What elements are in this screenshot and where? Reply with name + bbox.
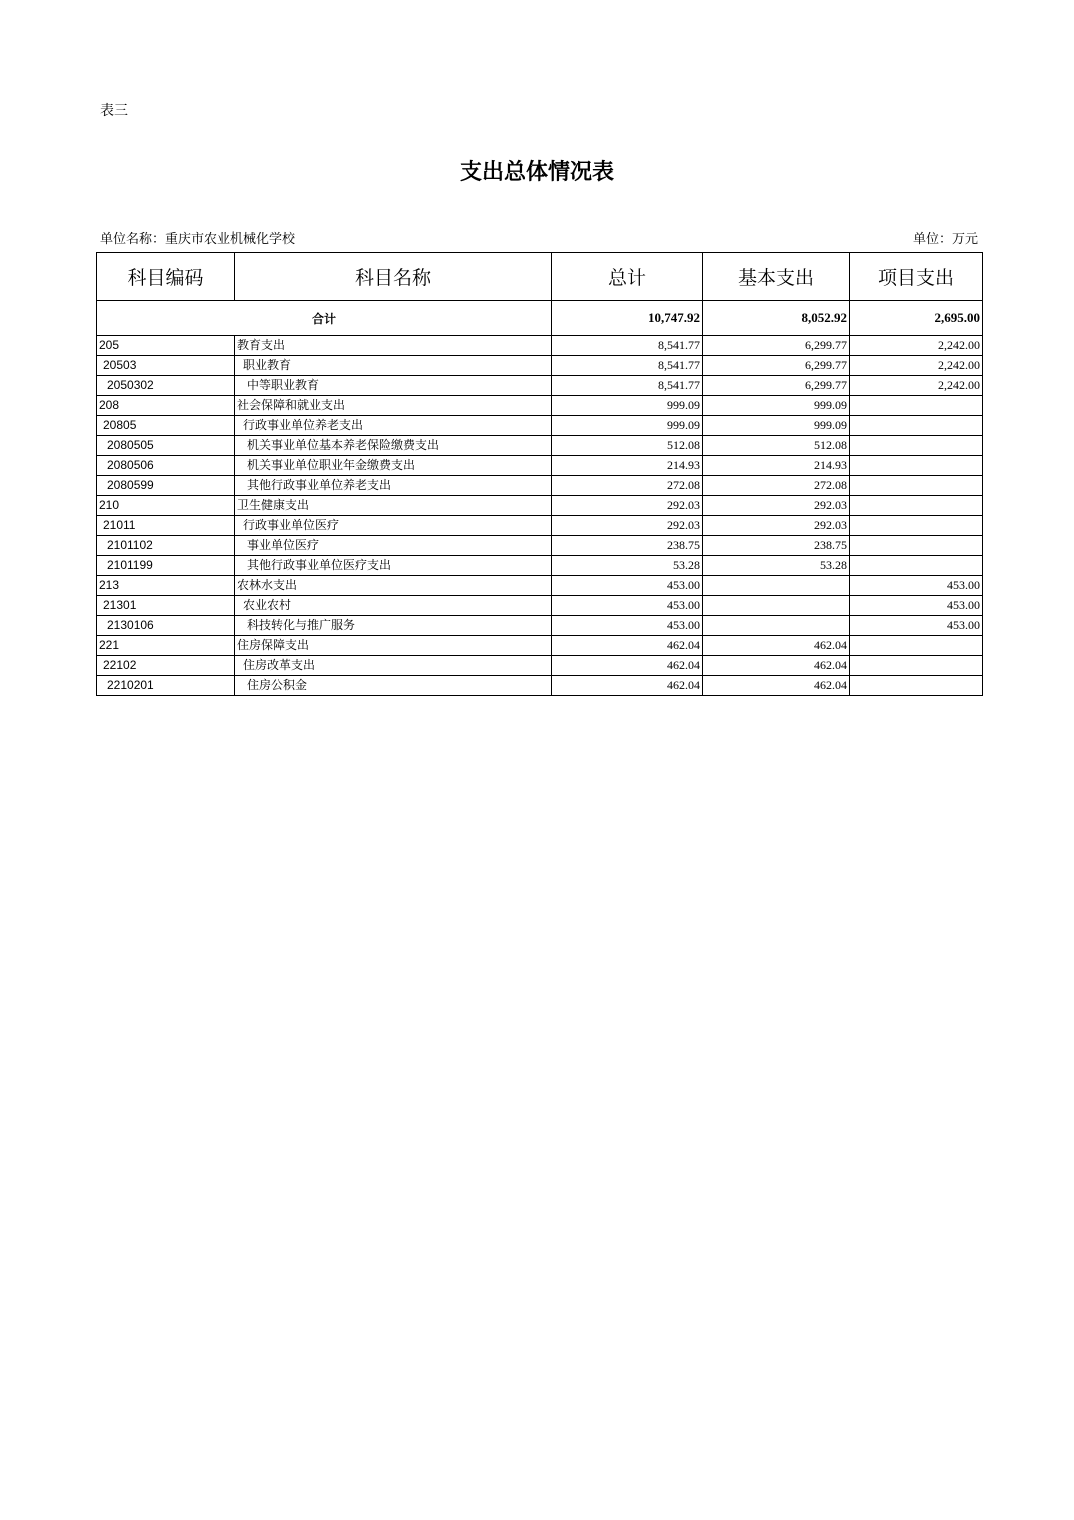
table-row: [97, 636, 983, 656]
table-row: [97, 456, 983, 476]
row-basic: [703, 616, 850, 636]
total-basic: 8,052.92: [703, 301, 850, 336]
row-project: [850, 476, 983, 496]
row-code: 2130106: [97, 616, 235, 636]
row-basic: 214.93: [703, 456, 850, 476]
row-code: 20503: [97, 356, 235, 376]
table-row: [97, 616, 983, 636]
row-code: 221: [97, 636, 235, 656]
row-basic: 238.75: [703, 536, 850, 556]
row-project: 453.00: [850, 616, 983, 636]
row-name: 机关事业单位职业年金缴费支出: [235, 456, 552, 476]
header-name: 科目名称: [235, 253, 552, 301]
row-code: 2210201: [97, 676, 235, 696]
table-row: [97, 336, 983, 356]
table-row: [97, 536, 983, 556]
row-project: [850, 516, 983, 536]
row-code: 2050302: [97, 376, 235, 396]
row-name: 其他行政事业单位医疗支出: [235, 556, 552, 576]
table-label: 表三: [100, 103, 128, 119]
row-name: 事业单位医疗: [235, 536, 552, 556]
row-name: 行政事业单位医疗: [235, 516, 552, 536]
row-project: [850, 456, 983, 476]
row-project: [850, 436, 983, 456]
expenditure-table: [96, 252, 983, 696]
table-row: [97, 656, 983, 676]
header-row: [97, 253, 983, 301]
row-project: [850, 676, 983, 696]
row-project: 453.00: [850, 576, 983, 596]
row-name: 中等职业教育: [235, 376, 552, 396]
row-basic: 462.04: [703, 636, 850, 656]
table-row: [97, 596, 983, 616]
row-total: 999.09: [552, 396, 703, 416]
row-code: 22102: [97, 656, 235, 676]
row-total: 453.00: [552, 616, 703, 636]
table-row: [97, 516, 983, 536]
row-total: 453.00: [552, 596, 703, 616]
row-total: 453.00: [552, 576, 703, 596]
row-total: 8,541.77: [552, 376, 703, 396]
row-name: 机关事业单位基本养老保险缴费支出: [235, 436, 552, 456]
row-project: 2,242.00: [850, 336, 983, 356]
row-basic: 512.08: [703, 436, 850, 456]
row-project: [850, 496, 983, 516]
row-name: 卫生健康支出: [235, 496, 552, 516]
row-total: 292.03: [552, 496, 703, 516]
row-basic: [703, 576, 850, 596]
row-basic: 6,299.77: [703, 376, 850, 396]
row-basic: 999.09: [703, 416, 850, 436]
total-total: 10,747.92: [552, 301, 703, 336]
row-basic: 462.04: [703, 656, 850, 676]
currency-unit: 单位：万元: [912, 232, 978, 247]
row-basic: 292.03: [703, 496, 850, 516]
header-project: 项目支出: [850, 253, 983, 301]
header-total: 总计: [552, 253, 703, 301]
table-row: [97, 576, 983, 596]
row-basic: 53.28: [703, 556, 850, 576]
row-basic: 6,299.77: [703, 336, 850, 356]
row-name: 住房公积金: [235, 676, 552, 696]
row-total: 8,541.77: [552, 336, 703, 356]
row-code: 2101102: [97, 536, 235, 556]
table-row: [97, 676, 983, 696]
row-code: 21011: [97, 516, 235, 536]
row-name: 科技转化与推广服务: [235, 616, 552, 636]
row-total: 462.04: [552, 656, 703, 676]
header-code: 科目编码: [97, 253, 235, 301]
row-name: 住房改革支出: [235, 656, 552, 676]
header-basic: 基本支出: [703, 253, 850, 301]
row-code: 2101199: [97, 556, 235, 576]
row-basic: 999.09: [703, 396, 850, 416]
row-project: [850, 416, 983, 436]
row-name: 职业教育: [235, 356, 552, 376]
row-basic: [703, 596, 850, 616]
row-code: 208: [97, 396, 235, 416]
table-row: [97, 416, 983, 436]
row-code: 2080599: [97, 476, 235, 496]
row-total: 272.08: [552, 476, 703, 496]
row-name: 住房保障支出: [235, 636, 552, 656]
row-total: 292.03: [552, 516, 703, 536]
table-row: [97, 376, 983, 396]
total-row: [97, 301, 983, 336]
total-project: 2,695.00: [850, 301, 983, 336]
row-total: 462.04: [552, 636, 703, 656]
row-total: 238.75: [552, 536, 703, 556]
row-project: 2,242.00: [850, 356, 983, 376]
row-name: 行政事业单位养老支出: [235, 416, 552, 436]
row-total: 8,541.77: [552, 356, 703, 376]
row-total: 462.04: [552, 676, 703, 696]
unit-name: 单位名称：重庆市农业机械化学校: [100, 232, 296, 247]
row-total: 214.93: [552, 456, 703, 476]
row-name: 农业农村: [235, 596, 552, 616]
row-code: 213: [97, 576, 235, 596]
total-label: 合计: [97, 301, 552, 336]
row-total: 512.08: [552, 436, 703, 456]
row-name: 农林水支出: [235, 576, 552, 596]
table-row: [97, 496, 983, 516]
row-project: [850, 556, 983, 576]
row-basic: 272.08: [703, 476, 850, 496]
row-code: 2080506: [97, 456, 235, 476]
row-project: [850, 536, 983, 556]
row-basic: 6,299.77: [703, 356, 850, 376]
row-basic: 462.04: [703, 676, 850, 696]
row-project: [850, 636, 983, 656]
row-basic: 292.03: [703, 516, 850, 536]
row-code: 21301: [97, 596, 235, 616]
table-row: [97, 476, 983, 496]
row-total: 999.09: [552, 416, 703, 436]
row-project: [850, 656, 983, 676]
row-project: 453.00: [850, 596, 983, 616]
table-row: [97, 556, 983, 576]
row-name: 教育支出: [235, 336, 552, 356]
row-code: 20805: [97, 416, 235, 436]
row-code: 205: [97, 336, 235, 356]
row-name: 其他行政事业单位养老支出: [235, 476, 552, 496]
row-project: [850, 396, 983, 416]
document-title: 支出总体情况表: [459, 159, 614, 185]
row-code: 2080505: [97, 436, 235, 456]
table-row: [97, 436, 983, 456]
table-row: [97, 356, 983, 376]
row-total: 53.28: [552, 556, 703, 576]
row-project: 2,242.00: [850, 376, 983, 396]
row-code: 210: [97, 496, 235, 516]
row-name: 社会保障和就业支出: [235, 396, 552, 416]
table-row: [97, 396, 983, 416]
